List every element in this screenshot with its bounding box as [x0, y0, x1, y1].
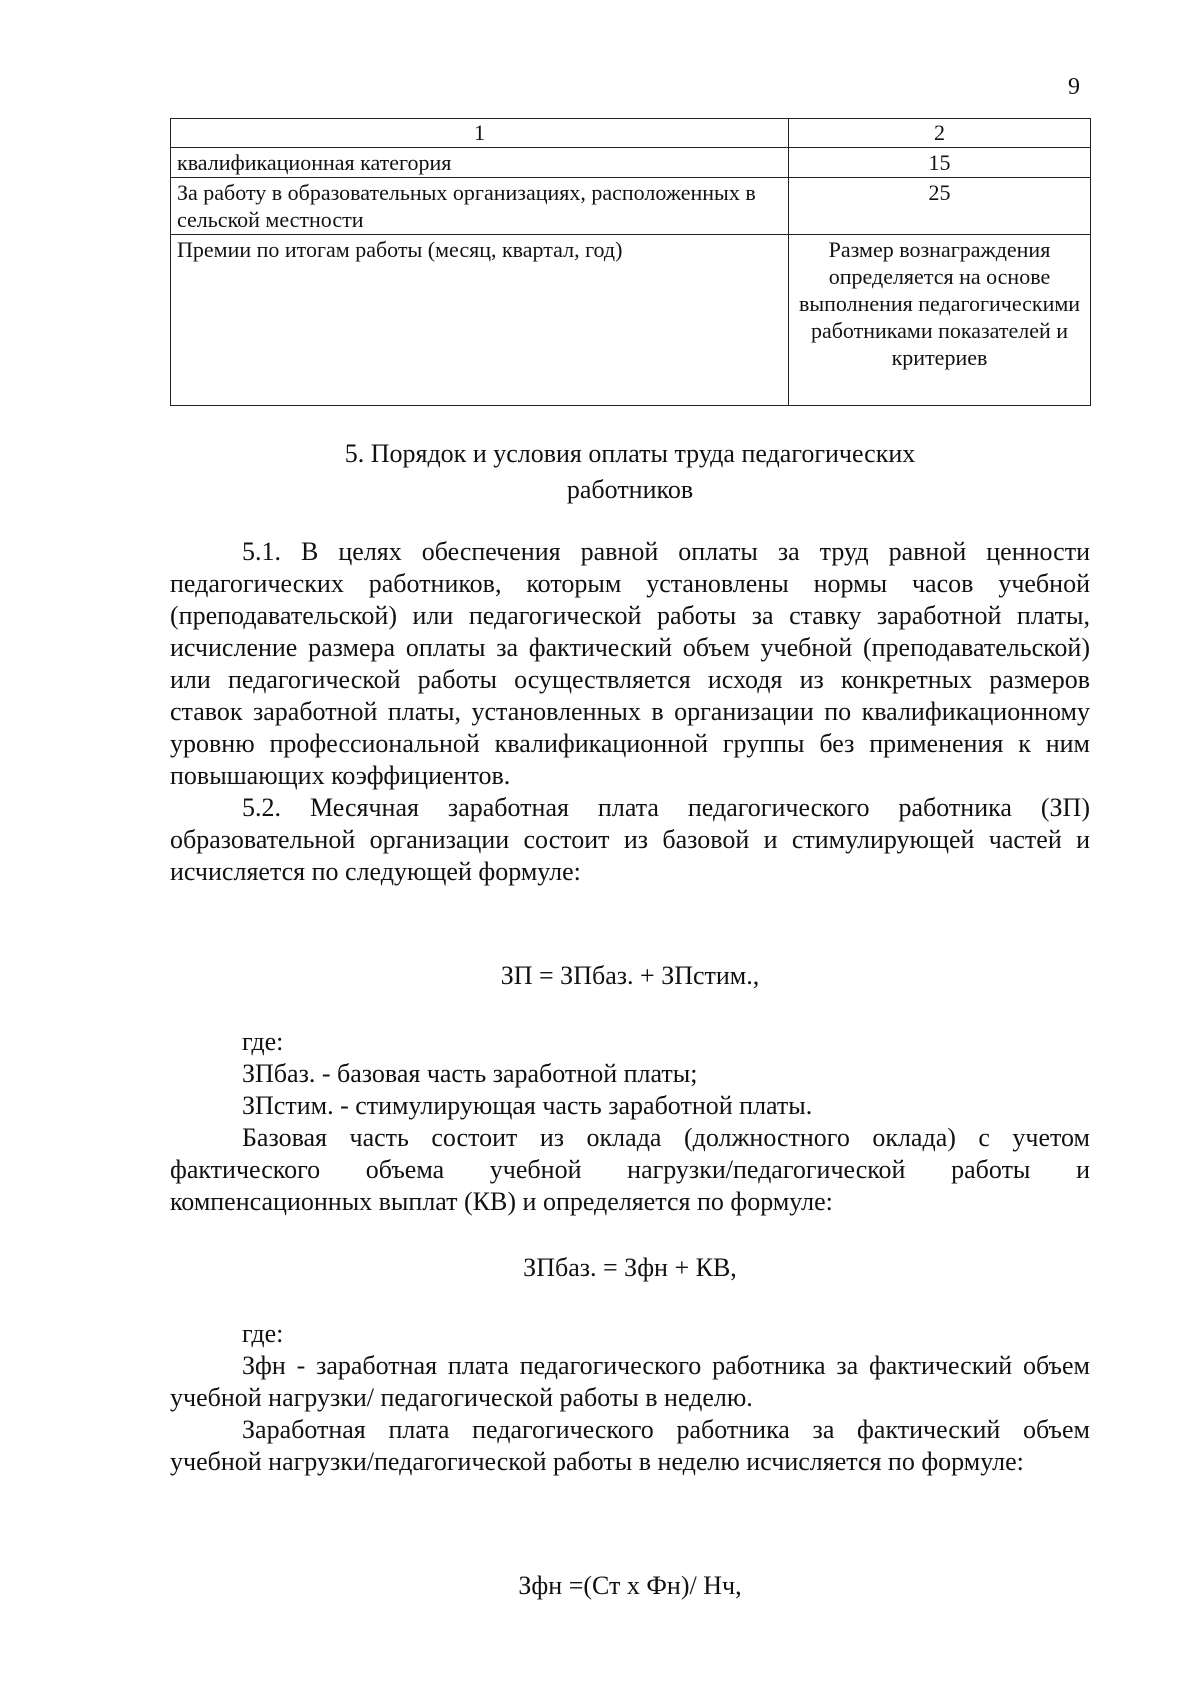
compensation-table: [170, 118, 1091, 406]
table-header-cell: 1: [171, 119, 789, 148]
table-cell: За работу в образовательных организациях, расположенных в сельской местности: [171, 178, 789, 235]
section-title-line: работников: [566, 475, 694, 504]
paragraph-5-2: 5.2. Месячная заработная плата педагогического работника (ЗП) образовательной организации состоит из базовой и стимулирующей частей и исчисляется по следующей формуле:: [170, 793, 1090, 886]
section-title: [170, 436, 1090, 508]
table-row: [171, 235, 1091, 406]
paragraph-base-part: Базовая часть состоит из оклада (должностного оклада) с учетом фактического объема учебной нагрузки/педагогической работы и компенсационных выплат (КВ) и определяется по формуле:: [170, 1123, 1090, 1216]
table-cell: Размер вознаграждения определяется на основе выполнения педагогическими работниками показателей и критериев: [789, 235, 1091, 406]
where-label: где:: [242, 1027, 284, 1056]
page-number: 9: [1068, 74, 1080, 100]
section-title-line: 5. Порядок и условия оплаты труда педагогических: [344, 439, 916, 468]
paragraph-base-block: [170, 1122, 1090, 1218]
definition-zpbaz: ЗПбаз. - базовая часть заработной платы;: [242, 1059, 698, 1088]
paragraph-zfn-block: [170, 1350, 1090, 1478]
paragraph-5-1: 5.1. В целях обеспечения равной оплаты за труд равной ценности педагогических работников, которым установлены нормы часов учебной (преподавательской) или педагогической работы за ставку заработной платы, исчисление размера оплаты за фактический объем учебной (преподавательской) или педагогической работы осуществляется исходя из конкретных размеров ставок заработной платы, установленных в организации по квалификационному уровню профессиональной квалификационной группы без применения к ним повышающих коэффициентов.: [170, 537, 1090, 790]
formula-zpbaz: ЗПбаз. = Зфн + КВ,: [523, 1253, 737, 1282]
table-cell: квалификационная категория: [171, 148, 789, 178]
table-header-row: [171, 119, 1091, 148]
formula-zfn: Зфн =(Ст х Фн)/ Нч,: [518, 1571, 742, 1600]
paragraph-zfn-definition: Зфн - заработная плата педагогического работника за фактический объем учебной нагрузки/ педагогической работы в неделю.: [170, 1351, 1090, 1412]
paragraph-zfn-calc: Заработная плата педагогического работника за фактический объем учебной нагрузки/педагогической работы в неделю исчисляется по формуле:: [170, 1415, 1090, 1476]
where-label: где:: [242, 1319, 284, 1348]
table-cell: Премии по итогам работы (месяц, квартал, год): [171, 235, 789, 406]
paragraph-5-1-block: [170, 536, 1090, 888]
definition-zpstim: ЗПстим. - стимулирующая часть заработной платы.: [242, 1091, 813, 1120]
table-cell: 15: [789, 148, 1091, 178]
table-cell: 25: [789, 178, 1091, 235]
table-row: [171, 148, 1091, 178]
table-header-cell: 2: [789, 119, 1091, 148]
formula-zp: ЗП = ЗПбаз. + ЗПстим.,: [500, 961, 760, 990]
table-row: [171, 178, 1091, 235]
